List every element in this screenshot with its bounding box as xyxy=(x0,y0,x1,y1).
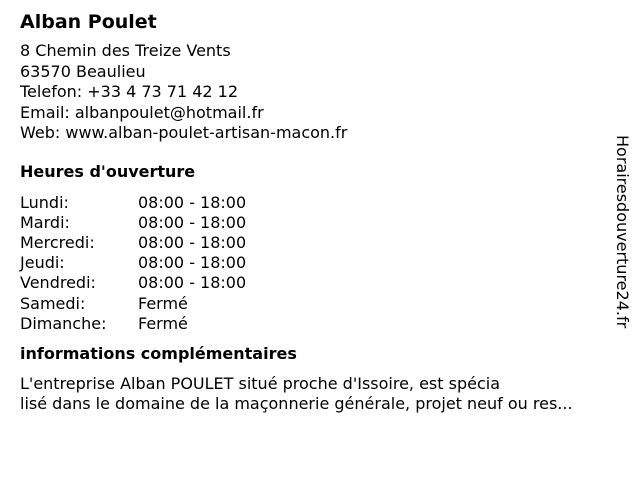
hours-row-tuesday xyxy=(20,213,620,233)
hours-time: Fermé xyxy=(138,293,188,313)
additional-info-heading: informations complémentaires xyxy=(20,343,297,363)
hours-time: 08:00 - 18:00 xyxy=(138,212,247,232)
hours-day: Lundi: xyxy=(20,192,69,212)
address-city: 63570 Beaulieu xyxy=(20,61,146,81)
hours-day: Mardi: xyxy=(20,212,70,232)
hours-day: Mercredi: xyxy=(20,232,95,252)
opening-hours-heading: Heures d'ouverture xyxy=(20,161,196,181)
hours-row-saturday xyxy=(20,294,620,314)
hours-row-wednesday xyxy=(20,233,620,253)
hours-row-monday xyxy=(20,193,620,213)
website-text: Web: www.alban-poulet-artisan-macon.fr xyxy=(20,123,348,142)
hours-row-thursday xyxy=(20,253,620,273)
business-card xyxy=(20,10,620,415)
opening-hours-table xyxy=(20,193,620,334)
hours-time: Fermé xyxy=(138,313,188,333)
hours-day: Dimanche: xyxy=(20,313,107,333)
site-brand-vertical: Horairesdouverture24.fr xyxy=(613,135,632,329)
hours-row-sunday xyxy=(20,314,620,334)
hours-time: 08:00 - 18:00 xyxy=(138,192,247,212)
phone-text: Telefon: +33 4 73 71 42 12 xyxy=(20,82,239,101)
hours-day: Vendredi: xyxy=(20,273,96,293)
hours-row-friday xyxy=(20,273,620,293)
hours-time: 08:00 - 18:00 xyxy=(138,232,247,252)
hours-day: Samedi: xyxy=(20,293,86,313)
hours-time: 08:00 - 18:00 xyxy=(138,253,247,273)
contact-block xyxy=(20,41,620,144)
hours-day: Jeudi: xyxy=(20,253,65,273)
hours-time: 08:00 - 18:00 xyxy=(138,273,247,293)
business-name: Alban Poulet xyxy=(20,11,157,33)
email-text: Email: albanpoulet@hotmail.fr xyxy=(20,102,264,122)
address-street: 8 Chemin des Treize Vents xyxy=(20,41,231,60)
business-description: L'entreprise Alban POULET situé proche d'Issoire, est spécia lisé dans le domaine de la maçonnerie générale, projet neuf ou res... xyxy=(20,373,573,414)
